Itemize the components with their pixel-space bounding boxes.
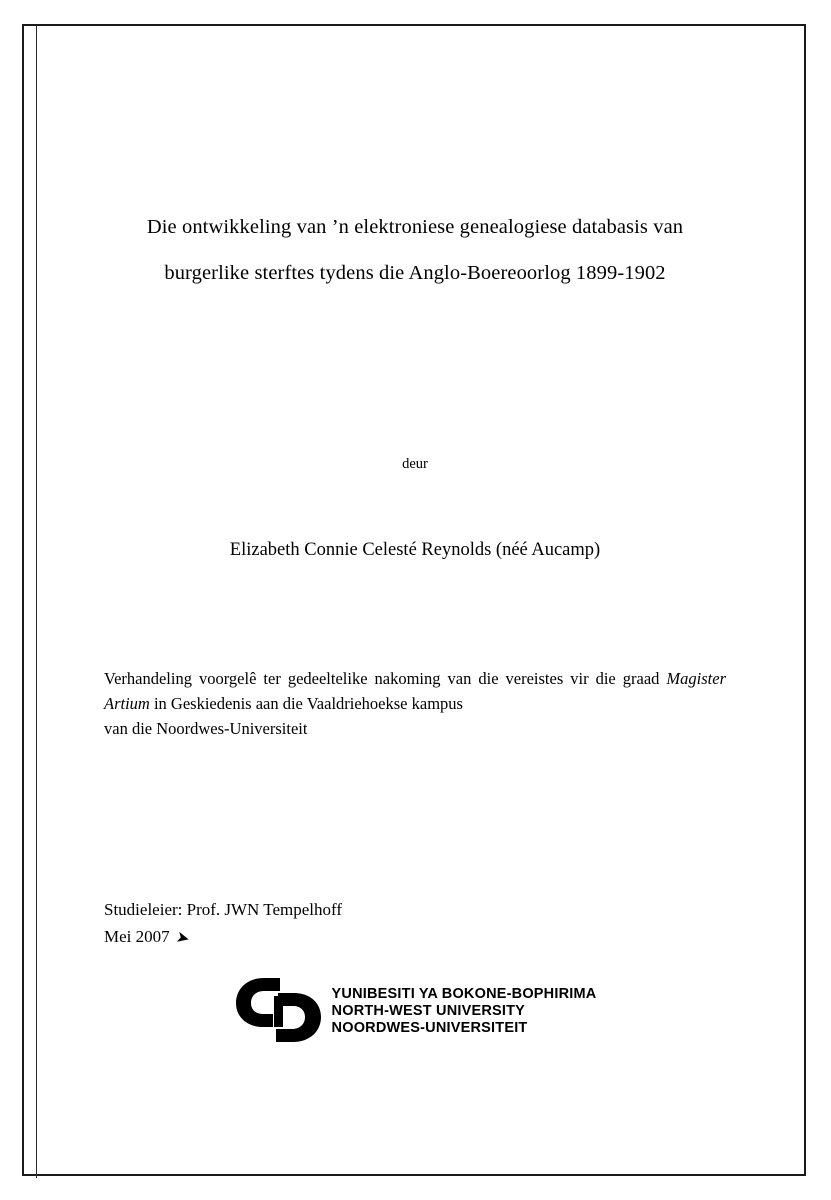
title-line-1: Die ontwikkeling van ’n elektroniese genealogiese databasis van [146,216,684,238]
date-text: Mei 2007 [104,927,170,946]
degree-name-emphasis: Magister Artium [104,669,726,713]
byline-label: deur [402,456,428,472]
title-line-2: burgerlike sterftes tydens die Anglo-Boereoorlog 1899-1902 [164,262,666,284]
title-page-content [100,24,730,1176]
degree-statement [104,666,726,741]
page-title [100,204,730,296]
university-logo-block [100,970,730,1050]
supervisor-line: Studieleier: Prof. JWN Tempelhoff [104,900,343,919]
degree-statement-part2: in Geskiedenis aan die Vaaldriehoekse kampus [149,694,463,713]
degree-statement-part3: van die Noordwes-Universiteit [104,719,308,738]
degree-statement-part1: Verhandeling voorgelê ter gedeeltelike nakoming van die vereistes vir die graad [104,669,667,688]
nwu-logo-icon [234,970,324,1050]
logo-text-line-2: NORTH-WEST UNIVERSITY [331,1003,526,1019]
handwritten-mark-icon: ➤ [174,928,192,949]
logo-text [332,970,597,1037]
date-line [104,923,604,950]
supervisor-and-date [104,896,604,950]
logo-text-line-3: NOORDWES-UNIVERSITEIT [331,1020,528,1036]
author-name: Elizabeth Connie Celesté Reynolds (néé Aucamp) [229,540,601,560]
logo-text-line-1: YUNIBESITI YA BOKONE-BOPHIRIMA [331,986,597,1002]
